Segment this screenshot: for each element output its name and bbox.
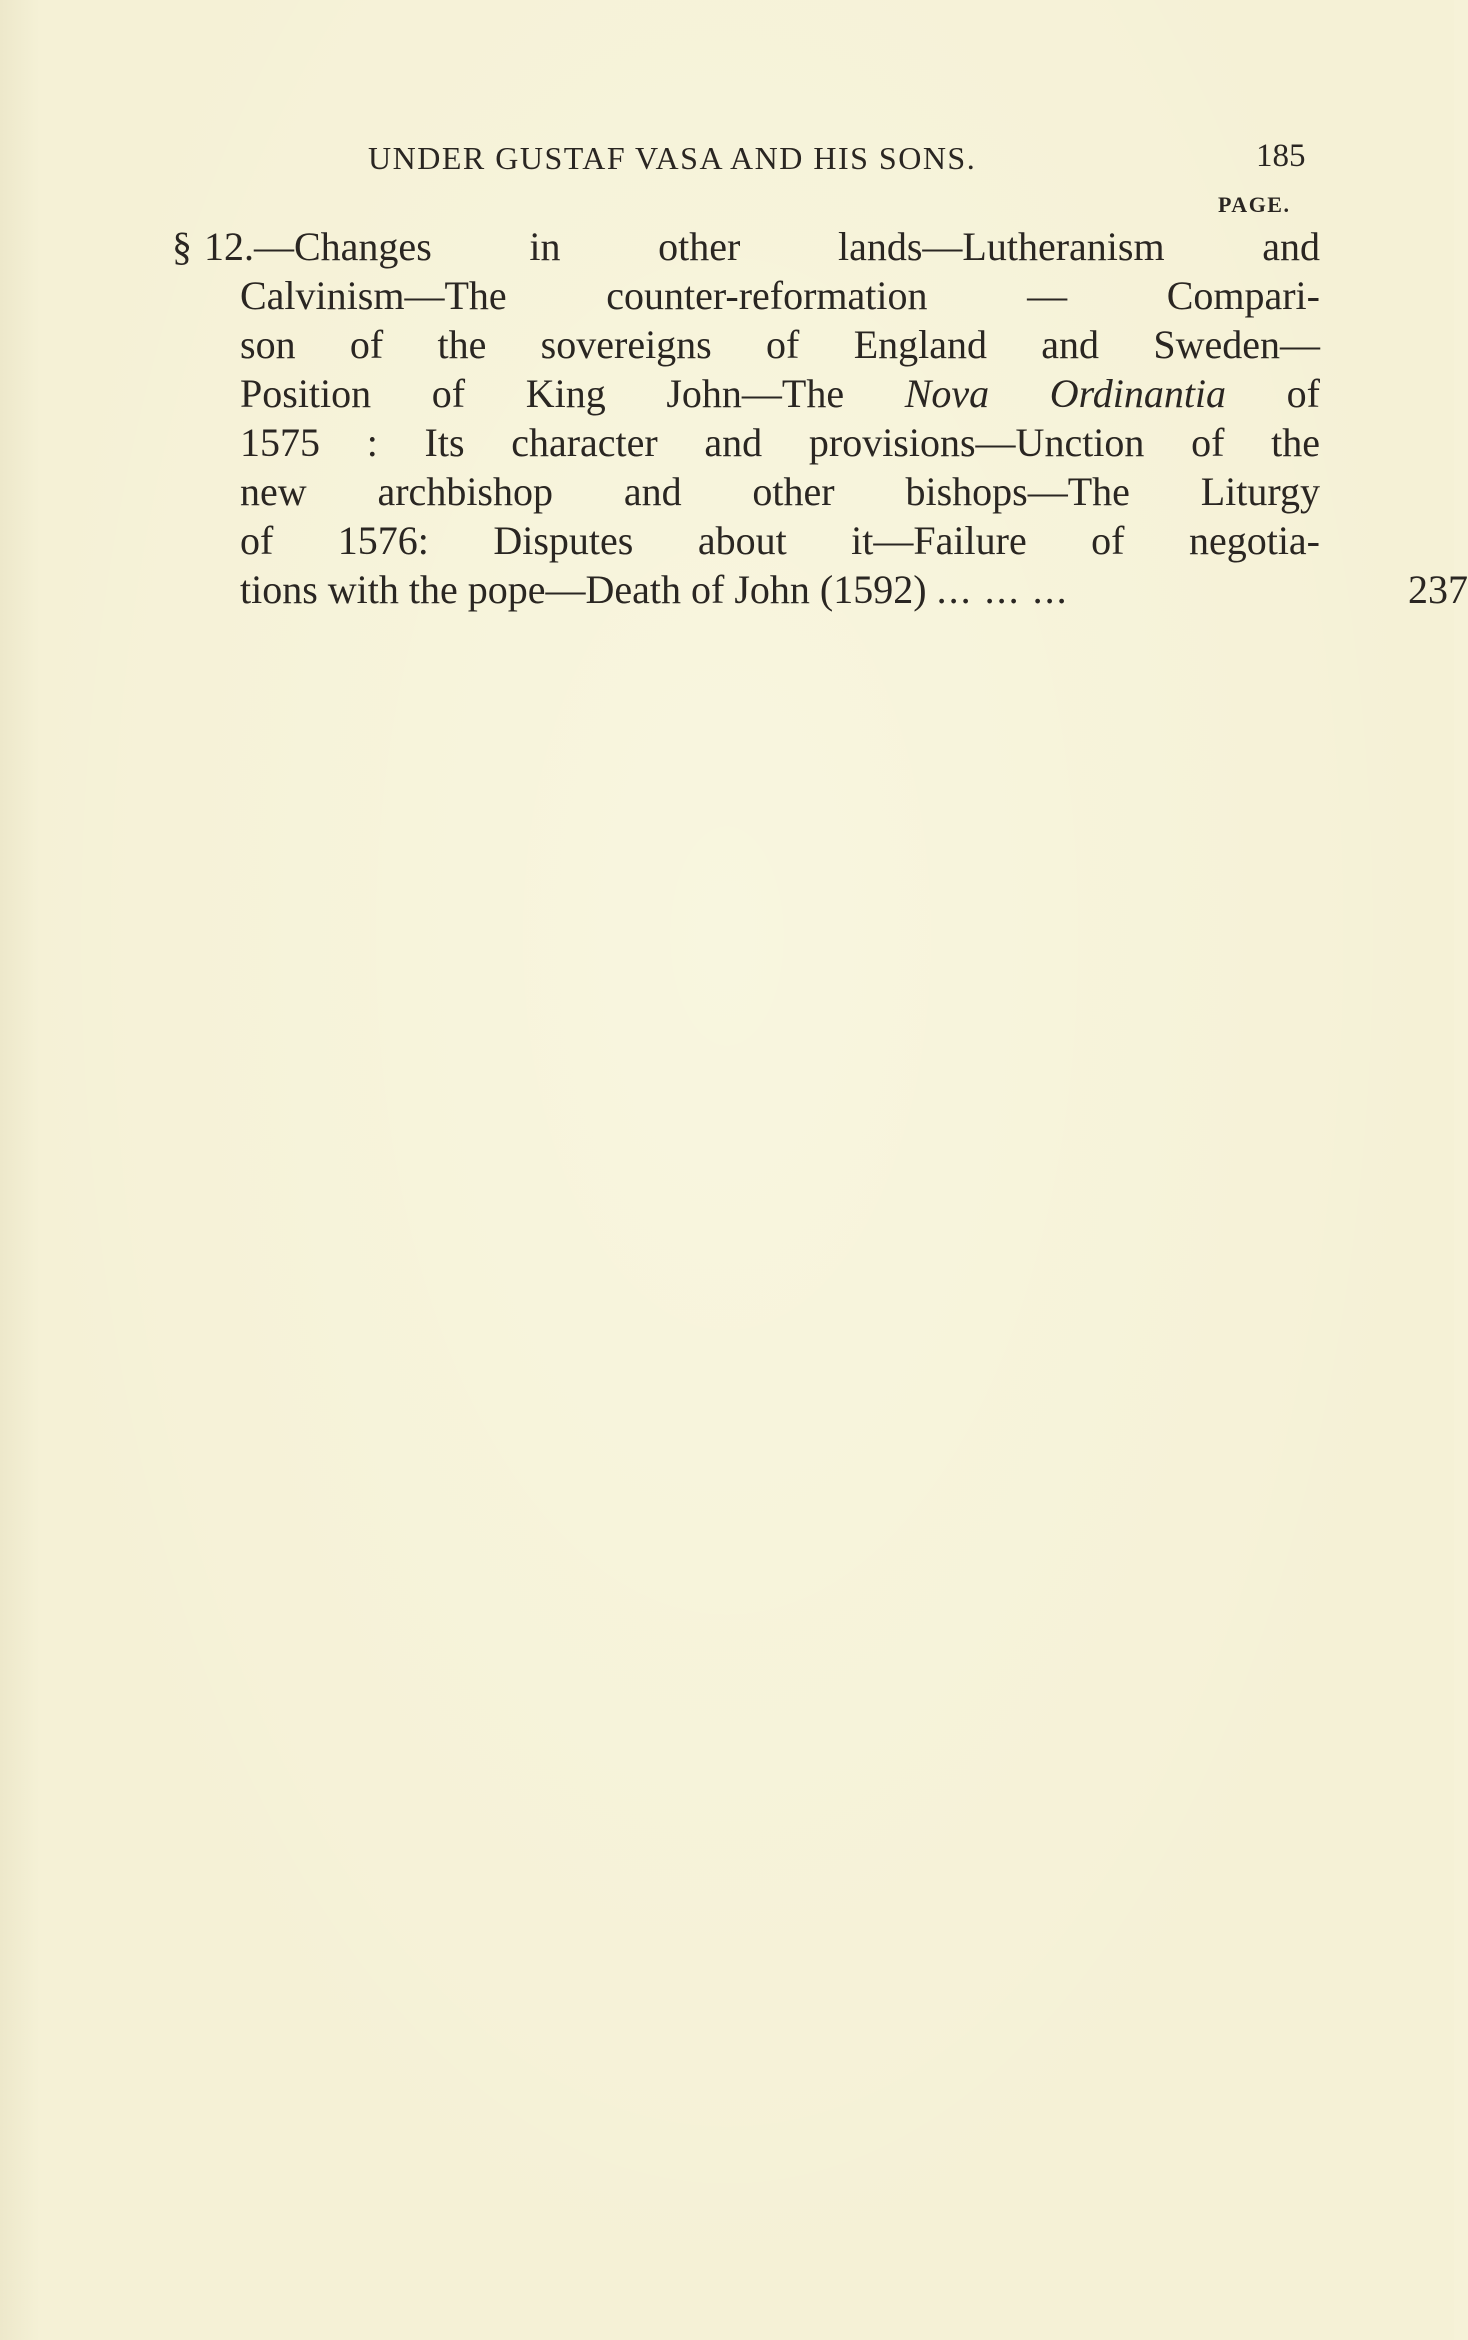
entry-line-8 — [240, 565, 1468, 614]
entry-line-6 — [240, 467, 1320, 516]
page-column-label: PAGE. — [1218, 192, 1291, 217]
entry-line-2 — [240, 271, 1320, 320]
contents-entry — [172, 222, 1468, 614]
entry-text-line-7: of 1576: Disputes about it—Failure of negotia- — [240, 518, 1320, 563]
entry-page-reference: 237 — [1408, 567, 1468, 612]
entry-text-line-8: tions with the pope—Death of John (1592) — [240, 567, 927, 612]
entry-text-line-4b: of — [1226, 371, 1320, 416]
italic-title: Nova Ordinantia — [904, 371, 1227, 416]
section-mark: § — [172, 224, 192, 269]
entry-text-line-5: 1575 : Its character and provisions—Unction of the — [240, 420, 1320, 465]
section-number: 12. — [204, 224, 254, 269]
entry-line-1 — [172, 222, 1320, 271]
dot-leaders: ... ... ... — [936, 567, 1069, 612]
running-head: UNDER GUSTAF VASA AND HIS SONS. — [368, 140, 977, 176]
entry-line-3 — [240, 320, 1320, 369]
page-number: 185 — [1256, 138, 1306, 174]
entry-text-line-3: son of the sovereigns of England and Sweden— — [240, 322, 1320, 367]
entry-text-line-6: new archbishop and other bishops—The Liturgy — [240, 469, 1320, 514]
entry-line-4 — [240, 369, 1320, 418]
entry-line-5 — [240, 418, 1320, 467]
entry-line-7 — [240, 516, 1320, 565]
entry-text-line-1: —Changes in other lands—Lutheranism and — [254, 224, 1320, 269]
entry-text-line-2: Calvinism—The counter-reformation — Compari- — [240, 273, 1320, 318]
entry-text-line-4a: Position of King John—The — [240, 371, 905, 416]
